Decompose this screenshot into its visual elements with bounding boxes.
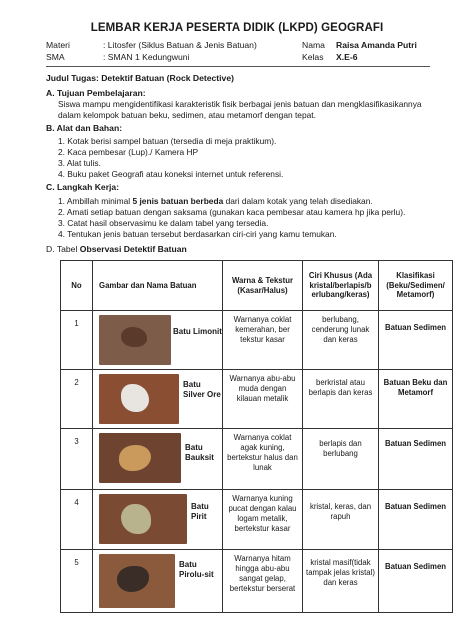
header-divider: [46, 66, 430, 67]
rock-name: Batu Pirolu-sit: [179, 560, 214, 579]
rock-sample: [121, 384, 149, 412]
langkah-item-4: 4. Tentukan jenis batuan tersebut berdasarkan ciri-ciri yang kamu temukan.: [58, 229, 337, 239]
ciri-khusus: berlubang, cenderung lunak dan keras: [311, 315, 370, 344]
header-no: No: [61, 261, 93, 311]
rock-sample: [121, 504, 151, 534]
nama-label: Nama: [302, 40, 325, 50]
row-no: 4: [74, 498, 79, 507]
sma-label: SMA: [46, 52, 65, 62]
rock-name: Batu Silver Ore: [183, 380, 221, 399]
worksheet-title: LEMBAR KERJA PESERTA DIDIK (LKPD) GEOGRAFI: [90, 22, 384, 34]
langkah-item-3: 3. Catat hasil observasimu ke dalam tabel yang tersedia.: [58, 218, 269, 228]
table-row: [61, 370, 453, 429]
ciri-khusus: kristal masif(tidak tampak jelas kristal) dan keras: [306, 558, 375, 587]
row-no: 5: [74, 558, 79, 567]
klasifikasi: Batuan Beku dan Metamorf: [383, 378, 448, 397]
section-b-heading: B. Alat dan Bahan:: [46, 123, 123, 133]
alat-item-3: 3. Alat tulis.: [58, 158, 101, 168]
row-no: 3: [74, 437, 79, 446]
ciri-khusus: berkristal atau berlapis dan keras: [308, 378, 373, 397]
sma-value: : SMAN 1 Kedungwuni: [103, 52, 190, 62]
kelas-value: X.E-6: [336, 52, 358, 62]
warna-tekstur: Warnanya coklat agak kuning, bertekstur halus dan lunak: [227, 433, 298, 472]
header-gambar: Gambar dan Nama Batuan: [93, 261, 223, 311]
tujuan-line-2: dalam kelompok batuan beku, sedimen, atau metamorf dengan tepat.: [58, 110, 316, 120]
judul-tugas: Judul Tugas: Detektif Batuan (Rock Detective): [46, 73, 234, 83]
section-d-heading: D. Tabel Observasi Detektif Batuan: [46, 244, 187, 254]
warna-tekstur: Warnanya kuning pucat dengan kalau logam metalik, bertekstur kasar: [228, 494, 297, 533]
table-row: [61, 550, 453, 613]
warna-tekstur: Warnanya coklat kemerahan, ber tekstur kasar: [233, 315, 292, 344]
alat-item-4: 4. Buku paket Geografi atau koneksi internet untuk referensi.: [58, 169, 284, 179]
rock-name: Batu Limonit: [173, 327, 222, 336]
rock-photo: [99, 494, 187, 544]
nama-value: Raisa Amanda Putri: [336, 40, 417, 50]
klasifikasi: Batuan Sedimen: [384, 562, 447, 571]
rock-photo: [99, 315, 171, 365]
section-c-heading: C. Langkah Kerja:: [46, 182, 120, 192]
ciri-khusus: kristal, keras, dan rapuh: [309, 502, 372, 521]
klasifikasi: Batuan Sedimen: [384, 439, 447, 448]
table-row: [61, 429, 453, 490]
rock-sample: [117, 566, 149, 592]
rock-sample: [121, 327, 147, 347]
alat-item-1: 1. Kotak berisi sampel batuan (tersedia di meja praktikum).: [58, 136, 277, 146]
warna-tekstur: Warnanya abu-abu muda dengan kilauan metalik: [229, 374, 296, 403]
langkah-item-1: 1. Ambillah minimal 5 jenis batuan berbeda dari dalam kotak yang telah disediakan.: [58, 196, 373, 206]
rock-name: Batu Pirit: [191, 502, 209, 521]
section-a-heading: A. Tujuan Pembelajaran:: [46, 88, 146, 98]
rock-photo: [99, 433, 181, 483]
klasifikasi: Batuan Sedimen: [384, 323, 447, 332]
header-ciri: Ciri Khusus (Ada kristal/berlapis/b erlubang/keras): [303, 261, 379, 311]
kelas-label: Kelas: [302, 52, 324, 62]
rock-photo: [99, 554, 175, 608]
tujuan-line-1: Siswa mampu mengidentifikasi karakteristik fisik berbagai jenis batuan dan mengklasifikasikannya: [58, 99, 422, 109]
warna-tekstur: Warnanya hitam hingga abu-abu sangat gelap, bertekstur berserat: [229, 554, 296, 593]
table-row: [61, 311, 453, 370]
header-klasifikasi: Klasifikasi (Beku/Sedimen/ Metamorf): [379, 261, 453, 311]
table-row: [61, 490, 453, 550]
ciri-khusus: berlapis dan berlubang: [319, 439, 362, 458]
row-no: 1: [74, 319, 79, 328]
rock-name: Batu Bauksit: [185, 443, 214, 462]
langkah-item-2: 2. Amati setiap batuan dengan saksama (gunakan kaca pembesar atau kamera hp jika perlu).: [58, 207, 406, 217]
materi-label: Materi: [46, 40, 70, 50]
table-header-row: [61, 261, 453, 311]
header-warna: Warna & Tekstur (Kasar/Halus): [223, 261, 303, 311]
materi-value: : Litosfer (Siklus Batuan & Jenis Batuan): [103, 40, 257, 50]
observation-table: [60, 260, 453, 613]
rock-sample: [119, 445, 151, 471]
alat-item-2: 2. Kaca pembesar (Lup)./ Kamera HP: [58, 147, 199, 157]
row-no: 2: [74, 378, 79, 387]
klasifikasi: Batuan Sedimen: [384, 502, 447, 511]
rock-photo: [99, 374, 179, 424]
